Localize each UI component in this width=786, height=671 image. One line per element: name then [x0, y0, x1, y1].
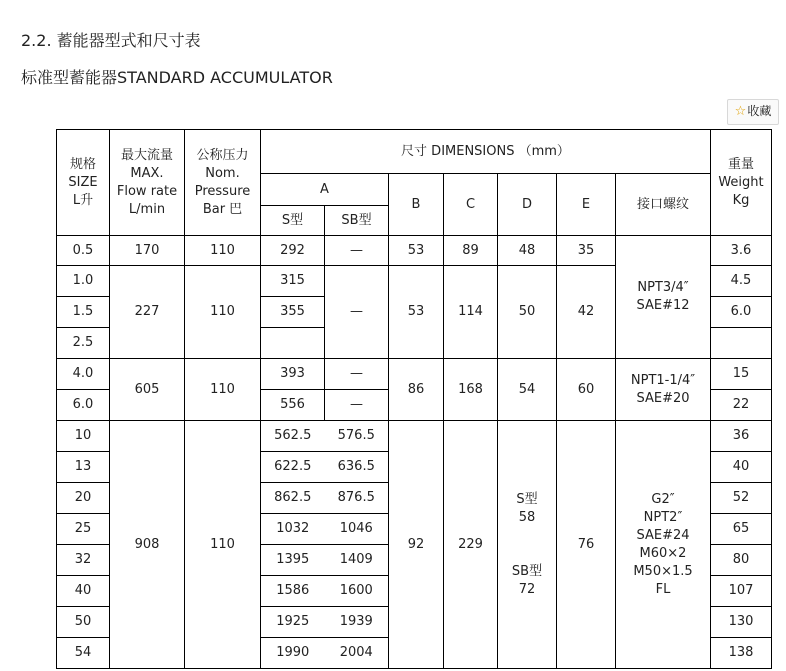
weight-cell	[711, 328, 772, 359]
weight-cell: 6.0	[711, 297, 772, 328]
header-d: D	[498, 174, 557, 236]
table-row	[57, 236, 772, 266]
a-s-cell: 1032	[261, 514, 325, 545]
flow-cell: 227	[110, 266, 185, 359]
thread-cell: NPT3/4″ SAE#12	[616, 236, 711, 359]
a-sb-cell: 1939	[325, 607, 389, 638]
a-sb-cell: 876.5	[325, 483, 389, 514]
header-a: A	[261, 174, 389, 206]
a-sb-cell: 1046	[325, 514, 389, 545]
size-cell: 25	[57, 514, 110, 545]
b-cell: 92	[389, 421, 444, 669]
header-size: 规格 SIZE L升	[57, 130, 110, 236]
pressure-cell: 110	[185, 359, 261, 421]
d-cell: 50	[498, 266, 557, 359]
header-sb-type: SB型	[325, 206, 389, 236]
a-s-cell: 1990	[261, 638, 325, 669]
a-s-cell: 622.5	[261, 452, 325, 483]
header-flow: 最大流量 MAX. Flow rate L/min	[110, 130, 185, 236]
a-s-cell: 562.5	[261, 421, 325, 452]
a-sb-cell: 1409	[325, 545, 389, 576]
a-s-cell: 1586	[261, 576, 325, 607]
weight-cell: 15	[711, 359, 772, 390]
a-s-cell: 556	[261, 390, 325, 421]
a-sb-cell: —	[325, 266, 389, 359]
e-cell: 35	[557, 236, 616, 266]
weight-cell: 3.6	[711, 236, 772, 266]
size-cell: 13	[57, 452, 110, 483]
header-pressure: 公称压力 Nom. Pressure Bar 巴	[185, 130, 261, 236]
pressure-cell: 110	[185, 421, 261, 669]
b-cell: 53	[389, 236, 444, 266]
header-b: B	[389, 174, 444, 236]
a-s-cell: 292	[261, 236, 325, 266]
e-cell: 42	[557, 266, 616, 359]
weight-cell: 36	[711, 421, 772, 452]
header-s-type: S型	[261, 206, 325, 236]
page-heading: 2.2. 蓄能器型式和尺寸表	[21, 31, 201, 50]
a-s-cell: 862.5	[261, 483, 325, 514]
b-cell: 86	[389, 359, 444, 421]
size-cell: 54	[57, 638, 110, 669]
weight-cell: 52	[711, 483, 772, 514]
c-cell: 168	[444, 359, 498, 421]
size-cell: 6.0	[57, 390, 110, 421]
a-sb-cell: 576.5	[325, 421, 389, 452]
a-sb-cell: —	[325, 359, 389, 390]
weight-cell: 4.5	[711, 266, 772, 297]
weight-cell: 107	[711, 576, 772, 607]
header-dimensions: 尺寸 DIMENSIONS （mm）	[261, 130, 711, 174]
weight-cell: 138	[711, 638, 772, 669]
b-cell: 53	[389, 266, 444, 359]
size-cell: 20	[57, 483, 110, 514]
accumulator-spec-table	[56, 129, 772, 669]
flow-cell: 908	[110, 421, 185, 669]
a-s-cell: 1925	[261, 607, 325, 638]
a-sb-cell: 1600	[325, 576, 389, 607]
a-s-cell: 355	[261, 297, 325, 328]
weight-cell: 130	[711, 607, 772, 638]
weight-cell: 40	[711, 452, 772, 483]
a-sb-cell: 636.5	[325, 452, 389, 483]
thread-cell: G2″ NPT2″ SAE#24 M60×2 M50×1.5 FL	[616, 421, 711, 669]
a-s-cell: 315	[261, 266, 325, 297]
header-row	[57, 130, 772, 174]
flow-cell: 170	[110, 236, 185, 266]
a-s-cell	[261, 328, 325, 359]
page-subheading: 标准型蓄能器STANDARD ACCUMULATOR	[21, 68, 333, 87]
size-cell: 4.0	[57, 359, 110, 390]
size-cell: 1.0	[57, 266, 110, 297]
c-cell: 229	[444, 421, 498, 669]
c-cell: 89	[444, 236, 498, 266]
pressure-cell: 110	[185, 266, 261, 359]
e-cell: 60	[557, 359, 616, 421]
thread-cell: NPT1-1/4″ SAE#20	[616, 359, 711, 421]
a-sb-cell: —	[325, 236, 389, 266]
table-row	[57, 359, 772, 390]
size-cell: 0.5	[57, 236, 110, 266]
table-row	[57, 421, 772, 452]
e-cell: 76	[557, 421, 616, 669]
d-cell: S型 58 SB型 72	[498, 421, 557, 669]
header-thread: 接口螺纹	[616, 174, 711, 236]
size-cell: 1.5	[57, 297, 110, 328]
flow-cell: 605	[110, 359, 185, 421]
pressure-cell: 110	[185, 236, 261, 266]
header-e: E	[557, 174, 616, 236]
weight-cell: 65	[711, 514, 772, 545]
d-cell: 48	[498, 236, 557, 266]
size-cell: 50	[57, 607, 110, 638]
header-weight: 重量 Weight Kg	[711, 130, 772, 236]
a-s-cell: 1395	[261, 545, 325, 576]
size-cell: 10	[57, 421, 110, 452]
a-s-cell: 393	[261, 359, 325, 390]
a-sb-cell: —	[325, 390, 389, 421]
a-sb-cell: 2004	[325, 638, 389, 669]
header-c: C	[444, 174, 498, 236]
size-cell: 32	[57, 545, 110, 576]
favorite-label: 收藏	[747, 104, 772, 118]
weight-cell: 80	[711, 545, 772, 576]
favorite-button[interactable]	[727, 99, 779, 125]
size-cell: 2.5	[57, 328, 110, 359]
d-cell: 54	[498, 359, 557, 421]
size-cell: 40	[57, 576, 110, 607]
c-cell: 114	[444, 266, 498, 359]
star-icon: ☆	[734, 104, 747, 119]
weight-cell: 22	[711, 390, 772, 421]
